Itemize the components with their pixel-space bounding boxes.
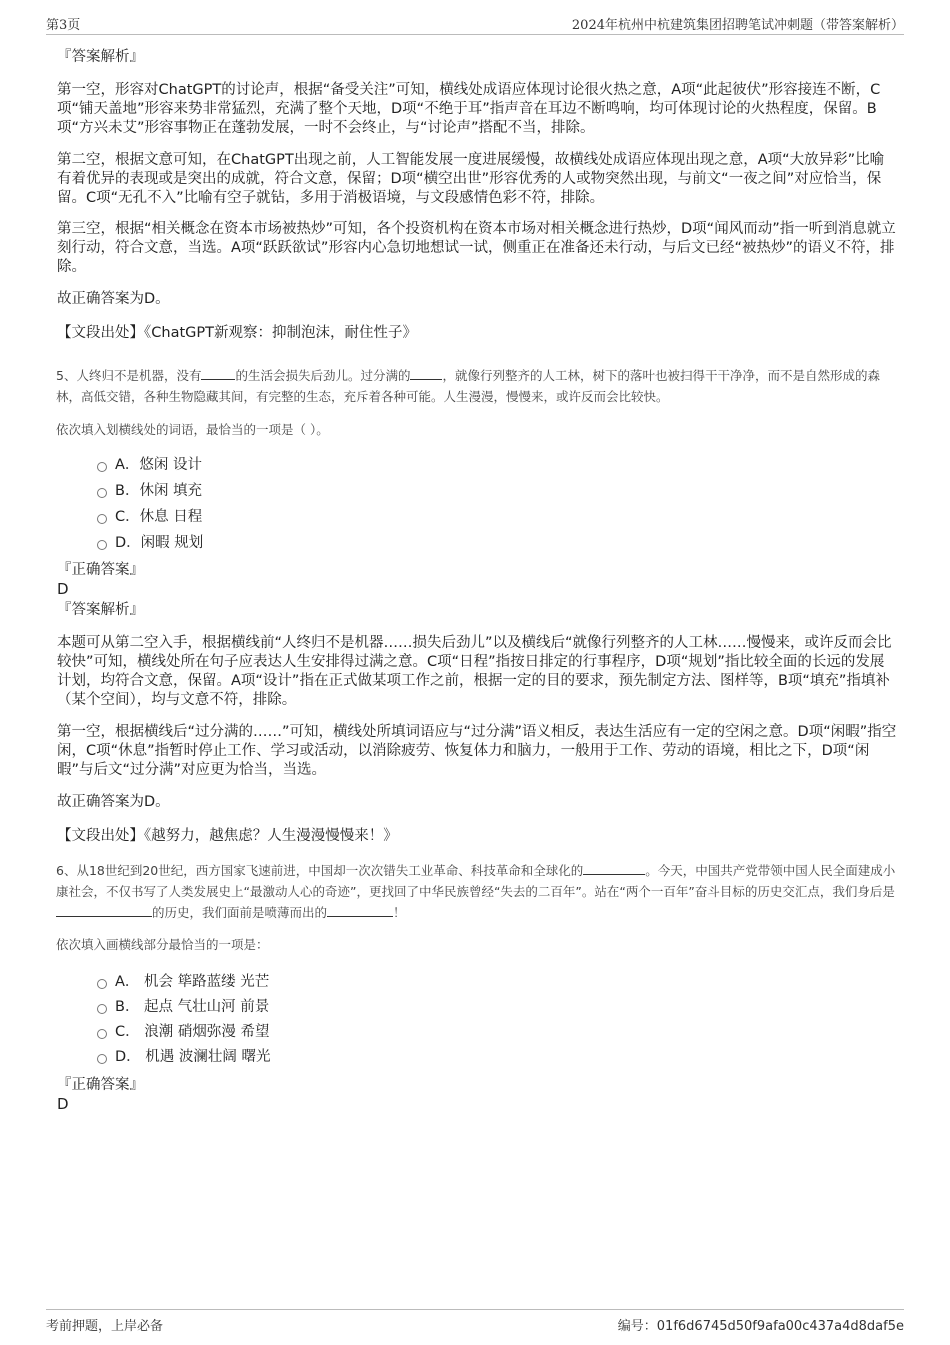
document-id: 编号：01f6d6745d50f9afa00c437a4d8daf5e xyxy=(617,1319,904,1334)
q4-source: 【文段出处】《ChatGPT新观察：抑制泡沫，耐住性子》 xyxy=(57,325,417,341)
q6-correct-answer: D xyxy=(57,1095,69,1113)
q4-analysis-tag: 『答案解析』 xyxy=(57,49,144,65)
q4-analysis-p2: 第二空，根据文意可知，在ChatGPT出现之前，人工智能发展一度进展缓慢，故横线处成语应体现出现之意，A项“大放异彩”比喻有着优异的表现或是突出的成就，符合文意，保留；D项“横空出世”形容优秀的人或物突然出现，与前文“一夜之间”对应恰当，保留。C项“无孔不入”比喻有空子就钻，多用于消极语境，与文段感情色彩不符，排除。 xyxy=(57,152,885,206)
page-number: 第3页 xyxy=(46,18,81,33)
q5-correct-answer: D xyxy=(57,580,69,598)
q5-prompt: 依次填入划横线处的词语，最恰当的一项是（ ）。 xyxy=(56,422,329,437)
radio-icon[interactable] xyxy=(97,979,107,989)
blank-1 xyxy=(201,368,235,380)
q5-option-c[interactable]: C．休息 日程 xyxy=(97,508,202,526)
q6-correct-tag: 『正确答案』 xyxy=(57,1077,144,1093)
radio-icon[interactable] xyxy=(97,1004,107,1014)
q5-conclusion: 故正确答案为D。 xyxy=(57,794,170,810)
q5-option-b[interactable]: B．休闲 填充 xyxy=(97,482,202,500)
q5-option-d[interactable]: D．闲暇 规划 xyxy=(97,534,203,552)
document-title: 2024年杭州中杭建筑集团招聘笔试冲刺题（带答案解析） xyxy=(571,18,904,33)
blank-2 xyxy=(410,368,442,380)
q5-analysis-p1: 本题可从第二空入手，根据横线前“人终归不是机器……损失后劲儿”以及横线后“就像行列整齐的人工林……慢慢来，或许反而会比较快”可知，横线处所在句子应表达人生安排得过满之意。C项“日程”指按日排定的行事程序，D项“规划”指比较全面的长远的发展计划，均符合文意，保留。A项“设计”指在正式做某项工作之前，根据一定的目的要求，预先制定方法、图样等，B项“填充”指填补（某个空间），均与文意不符，排除。 xyxy=(57,635,892,708)
q4-analysis-p1: 第一空，形容对ChatGPT的讨论声，根据“备受关注”可知，横线处成语应体现讨论很火热之意，A项“此起彼伏”形容接连不断，C项“铺天盖地”形容来势非常猛烈，充满了整个天地，D项“不绝于耳”指声音在耳边不断鸣响，均可体现讨论的火热程度，保留。B项“方兴未艾”形容事物正在蓬勃发展，一时不会终止，与“讨论声”搭配不当，排除。 xyxy=(57,82,881,136)
footer-slogan: 考前押题，上岸必备 xyxy=(46,1319,164,1334)
q6-option-d[interactable]: D． 机遇 波澜壮阔 曙光 xyxy=(97,1048,271,1066)
radio-icon[interactable] xyxy=(97,514,107,524)
q5-option-a[interactable]: A．悠闲 设计 xyxy=(97,456,202,474)
radio-icon[interactable] xyxy=(97,1054,107,1064)
q4-conclusion: 故正确答案为D。 xyxy=(57,291,170,307)
q6-option-a[interactable]: A． 机会 筚路蓝缕 光芒 xyxy=(97,973,269,991)
q5-analysis-p2: 第一空，根据横线后“过分满的……”可知，横线处所填词语应与“过分满”语义相反，表达生活应有一定的空闲之意。D项“闲暇”指空闲，C项“休息”指暂时停止工作、学习或活动，以消除疲劳、恢复体力和脑力，一般用于工作、劳动的语境，相比之下，D项“闲暇”与后文“过分满”对应更为恰当，当选。 xyxy=(57,724,897,778)
q6-option-b[interactable]: B． 起点 气壮山河 前景 xyxy=(97,998,269,1016)
page-header xyxy=(46,14,904,35)
radio-icon[interactable] xyxy=(97,462,107,472)
page-footer xyxy=(46,1309,904,1334)
blank-3 xyxy=(327,905,393,917)
q6-prompt: 依次填入画横线部分最恰当的一项是： xyxy=(56,937,269,952)
q4-analysis-p3: 第三空，根据“相关概念在资本市场被热炒”可知，各个投资机构在资本市场对相关概念进行热炒，D项“闻风而动”指一听到消息就立刻行动，符合文意，当选。A项“跃跃欲试”形容内心急切地想试一试，侧重正在准备还未行动，与后文已经“被热炒”的语义不符，排除。 xyxy=(57,221,896,275)
q5-source: 【文段出处】《越努力，越焦虑？人生漫漫慢慢来！》 xyxy=(57,828,398,844)
radio-icon[interactable] xyxy=(97,1029,107,1039)
radio-icon[interactable] xyxy=(97,540,107,550)
blank-2 xyxy=(56,905,152,917)
q6-stem: 6、从18世纪到20世纪，西方国家飞速前进，中国却一次次错失工业革命、科技革命和全球化的 。今天，中国共产党带领中国人民全面建成小康社会，不仅书写了人类发展史上“最激动人心的奇迹”，更找回了中华民族曾经“失去的二百年”。站在“两个一百年”奋斗目标的历史交汇点，我们身后是的历史，我们面前是喷薄而出的 ！ xyxy=(56,863,896,920)
radio-icon[interactable] xyxy=(97,488,107,498)
q5-correct-tag: 『正确答案』 xyxy=(57,562,144,578)
q5-analysis-tag: 『答案解析』 xyxy=(57,602,144,618)
q5-stem: 5、人终归不是机器，没有 的生活会损失后劲儿。过分满的 ，就像行列整齐的人工林，树下的落叶也被扫得干干净净，而不是自然形成的森林，高低交错，各种生物隐藏其间，有完整的生态，充斥着各种可能。人生漫漫，慢慢来，或许反而会比较快。 xyxy=(56,368,880,404)
blank-1 xyxy=(583,863,645,875)
q6-option-c[interactable]: C． 浪潮 硝烟弥漫 希望 xyxy=(97,1023,269,1041)
